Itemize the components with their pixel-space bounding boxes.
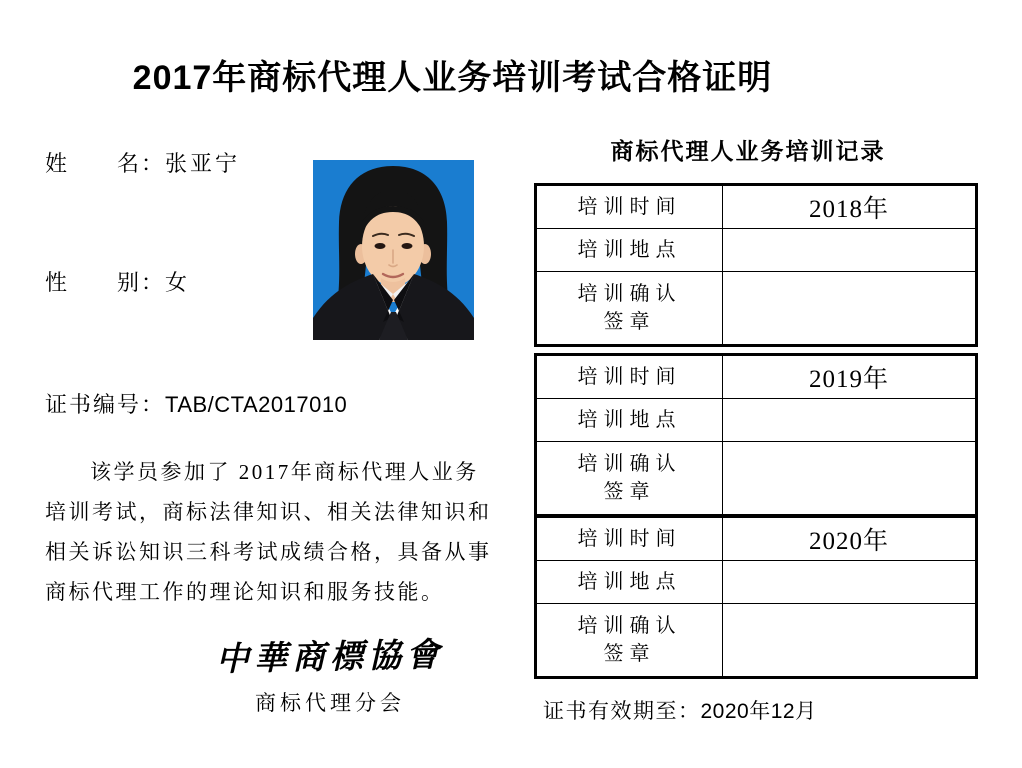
training-confirm-value <box>723 272 975 344</box>
training-place-label: 培训地点 <box>537 229 723 271</box>
certificate-number-field <box>45 388 347 419</box>
training-time-label: 培训时间 <box>537 356 723 398</box>
training-time-value: 2020年 <box>808 528 889 555</box>
gender-field <box>45 266 190 297</box>
training-confirm-label-line2: 签章 <box>603 643 656 665</box>
name-value: 张亚宁 <box>165 151 241 176</box>
issuer-seal-block <box>155 631 505 717</box>
validity-field <box>543 695 817 725</box>
certificate-number-label: 证书编号： <box>45 392 166 417</box>
training-time-value: 2018年 <box>808 196 889 223</box>
training-place-value <box>723 399 975 441</box>
table-row <box>537 228 975 271</box>
name-field <box>45 147 240 178</box>
training-confirm-label <box>537 442 723 514</box>
table-row <box>537 518 975 560</box>
table-row <box>537 560 975 603</box>
table-row <box>537 186 975 228</box>
training-record-header: 商标代理人业务培训记录 <box>610 138 886 164</box>
training-confirm-value <box>723 442 975 514</box>
training-table-2018 <box>534 183 978 347</box>
training-confirm-label-line2: 签章 <box>603 481 656 503</box>
name-label: 姓 名： <box>45 151 166 176</box>
training-table-2020 <box>534 515 978 679</box>
training-confirm-label-line1: 培训确认 <box>577 453 682 475</box>
seal-calligraphy: 中華商標協會 <box>215 637 445 679</box>
statement-paragraph <box>45 452 505 612</box>
training-confirm-label-line2: 签章 <box>603 311 656 333</box>
table-row <box>537 603 975 676</box>
training-time-label: 培训时间 <box>537 518 723 560</box>
training-place-value <box>723 229 975 271</box>
training-time-value: 2019年 <box>808 366 889 393</box>
statement-line: 相关诉讼知识三科考试成绩合格，具备从事 <box>45 540 492 564</box>
statement-line: 培训考试，商标法律知识、相关法律知识和 <box>45 500 492 524</box>
statement-line: 商标代理工作的理论知识和服务技能。 <box>45 580 445 604</box>
training-time-label: 培训时间 <box>537 186 723 228</box>
statement-line: 该学员参加了 2017年商标代理人业务 <box>90 460 479 484</box>
id-photo <box>313 160 474 340</box>
table-row <box>537 356 975 398</box>
table-row <box>537 398 975 441</box>
certificate-title: 2017年商标代理人业务培训考试合格证明 <box>132 59 773 97</box>
validity-value: 2020年12月 <box>700 700 817 723</box>
training-confirm-label <box>537 604 723 676</box>
training-place-label: 培训地点 <box>537 399 723 441</box>
gender-value: 女 <box>165 270 191 295</box>
certificate-number-value: TAB/CTA2017010 <box>165 392 348 417</box>
training-confirm-label-line1: 培训确认 <box>577 283 682 305</box>
training-table-2019 <box>534 353 978 517</box>
table-row <box>537 271 975 344</box>
training-place-label: 培训地点 <box>537 561 723 603</box>
training-confirm-label <box>537 272 723 344</box>
seal-branch-name: 商标代理分会 <box>255 691 405 715</box>
gender-label: 性 别： <box>45 270 166 295</box>
training-place-value <box>723 561 975 603</box>
training-confirm-value <box>723 604 975 676</box>
training-confirm-label-line1: 培训确认 <box>577 615 682 637</box>
validity-label: 证书有效期至： <box>543 699 701 723</box>
table-row <box>537 441 975 514</box>
